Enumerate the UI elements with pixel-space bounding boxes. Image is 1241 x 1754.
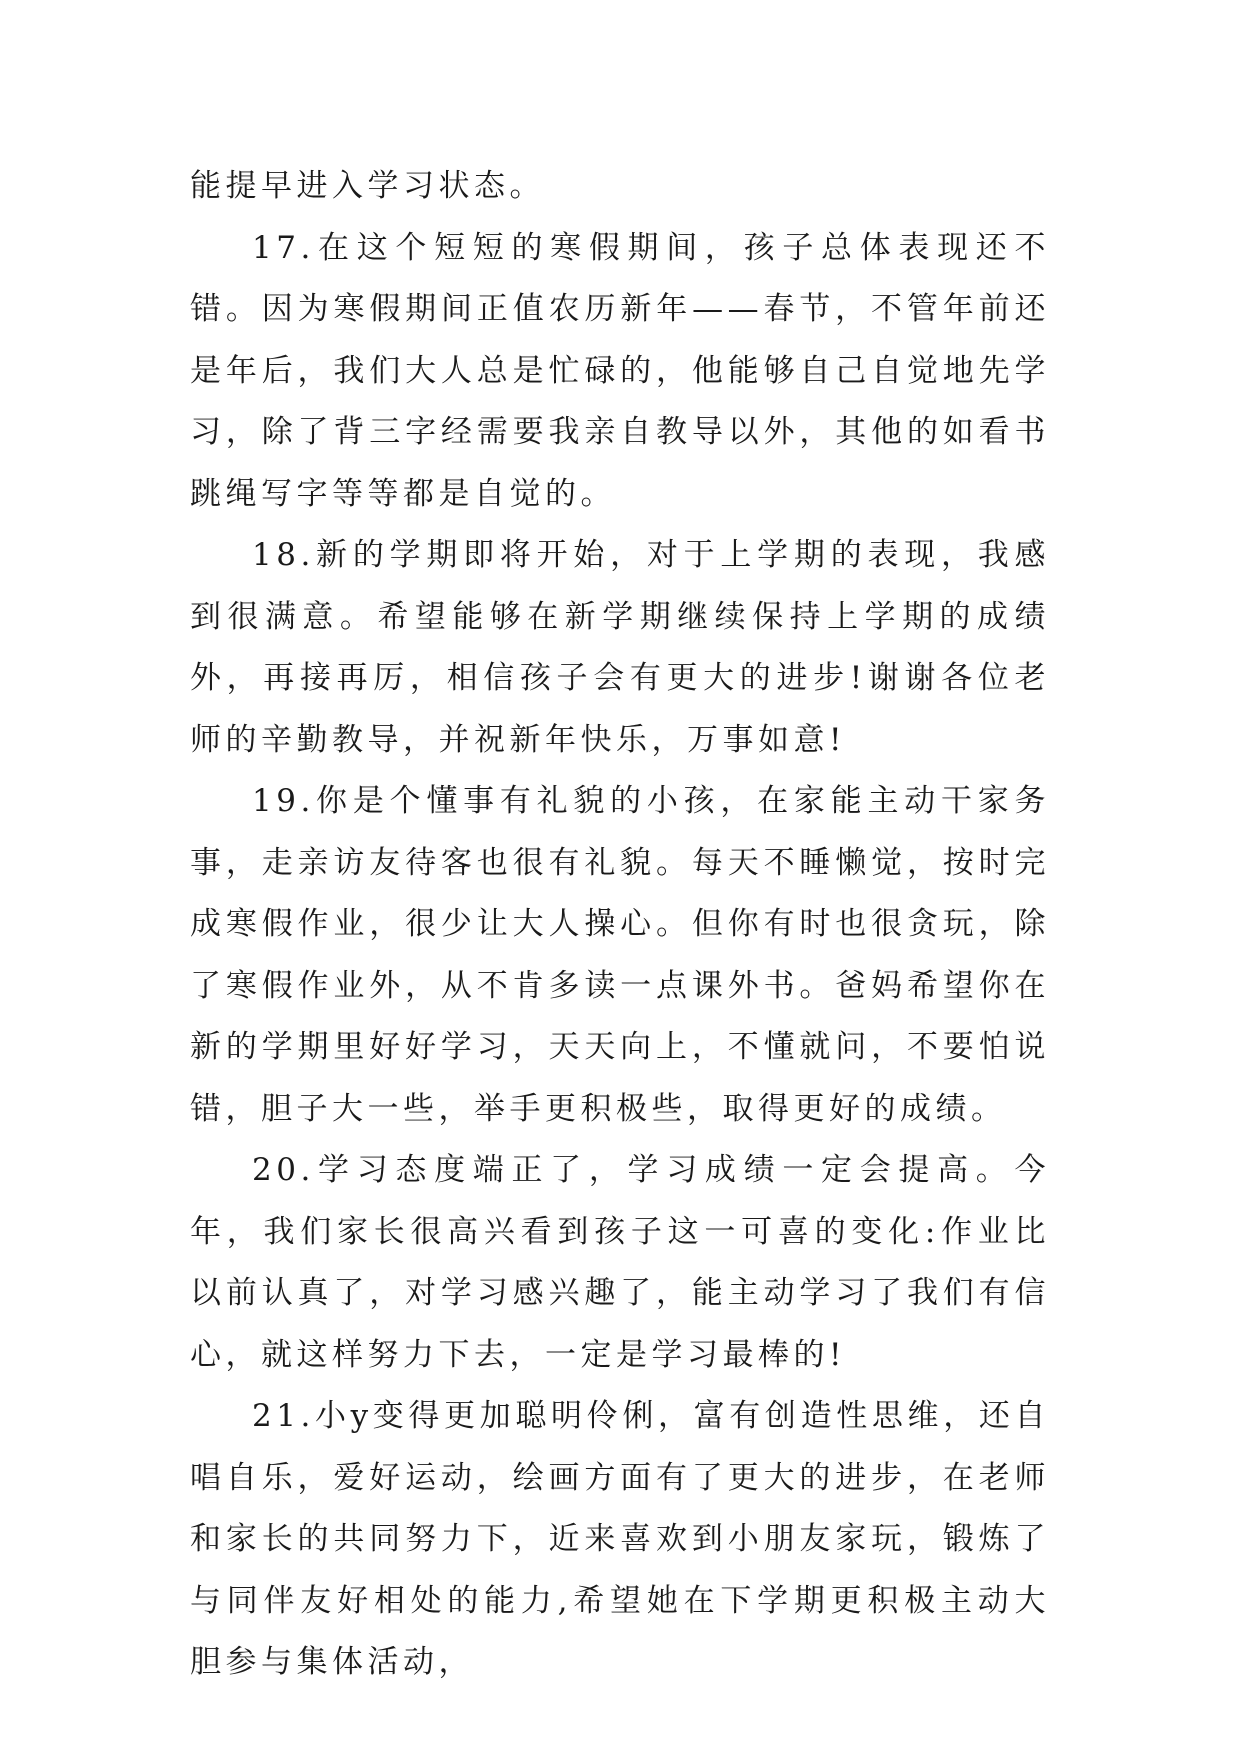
paragraph-continuation: 能提早进入学习状态。 xyxy=(190,168,545,204)
paragraph-18: 18.新的学期即将开始，对于上学期的表现，我感到很满意。希望能够在新学期继续保持上学期的成绩外，再接再厉，相信孩子会有更大的进步!谢谢各位老师的辛勤教导，并祝新年快乐，万事如意! xyxy=(190,537,1050,758)
paragraph-20: 20.学习态度端正了，学习成绩一定会提高。今年，我们家长很高兴看到孩子这一可喜的变化:作业比以前认真了，对学习感兴趣了，能主动学习了我们有信心，就这样努力下去，一定是学习最棒的! xyxy=(190,1152,1050,1373)
paragraph-21: 21.小y变得更加聪明伶俐，富有创造性思维，还自唱自乐，爱好运动，绘画方面有了更大的进步，在老师和家长的共同努力下，近来喜欢到小朋友家玩，锻炼了与同伴友好相处的能力,希望她在下学期更积极主动大胆参与集体活动， xyxy=(190,1398,1050,1680)
document-body xyxy=(190,156,1050,1694)
paragraph-17: 17.在这个短短的寒假期间，孩子总体表现还不错。因为寒假期间正值农历新年——春节，不管年前还是年后，我们大人总是忙碌的，他能够自己自觉地先学习，除了背三字经需要我亲自教导以外，其他的如看书跳绳写字等等都是自觉的。 xyxy=(190,229,1050,512)
paragraph-19: 19.你是个懂事有礼貌的小孩，在家能主动干家务事，走亲访友待客也很有礼貌。每天不睡懒觉，按时完成寒假作业，很少让大人操心。但你有时也很贪玩，除了寒假作业外，从不肯多读一点课外书。爸妈希望你在新的学期里好好学习，天天向上，不懂就问，不要怕说错，胆子大一些，举手更积极些，取得更好的成绩。 xyxy=(190,783,1050,1127)
